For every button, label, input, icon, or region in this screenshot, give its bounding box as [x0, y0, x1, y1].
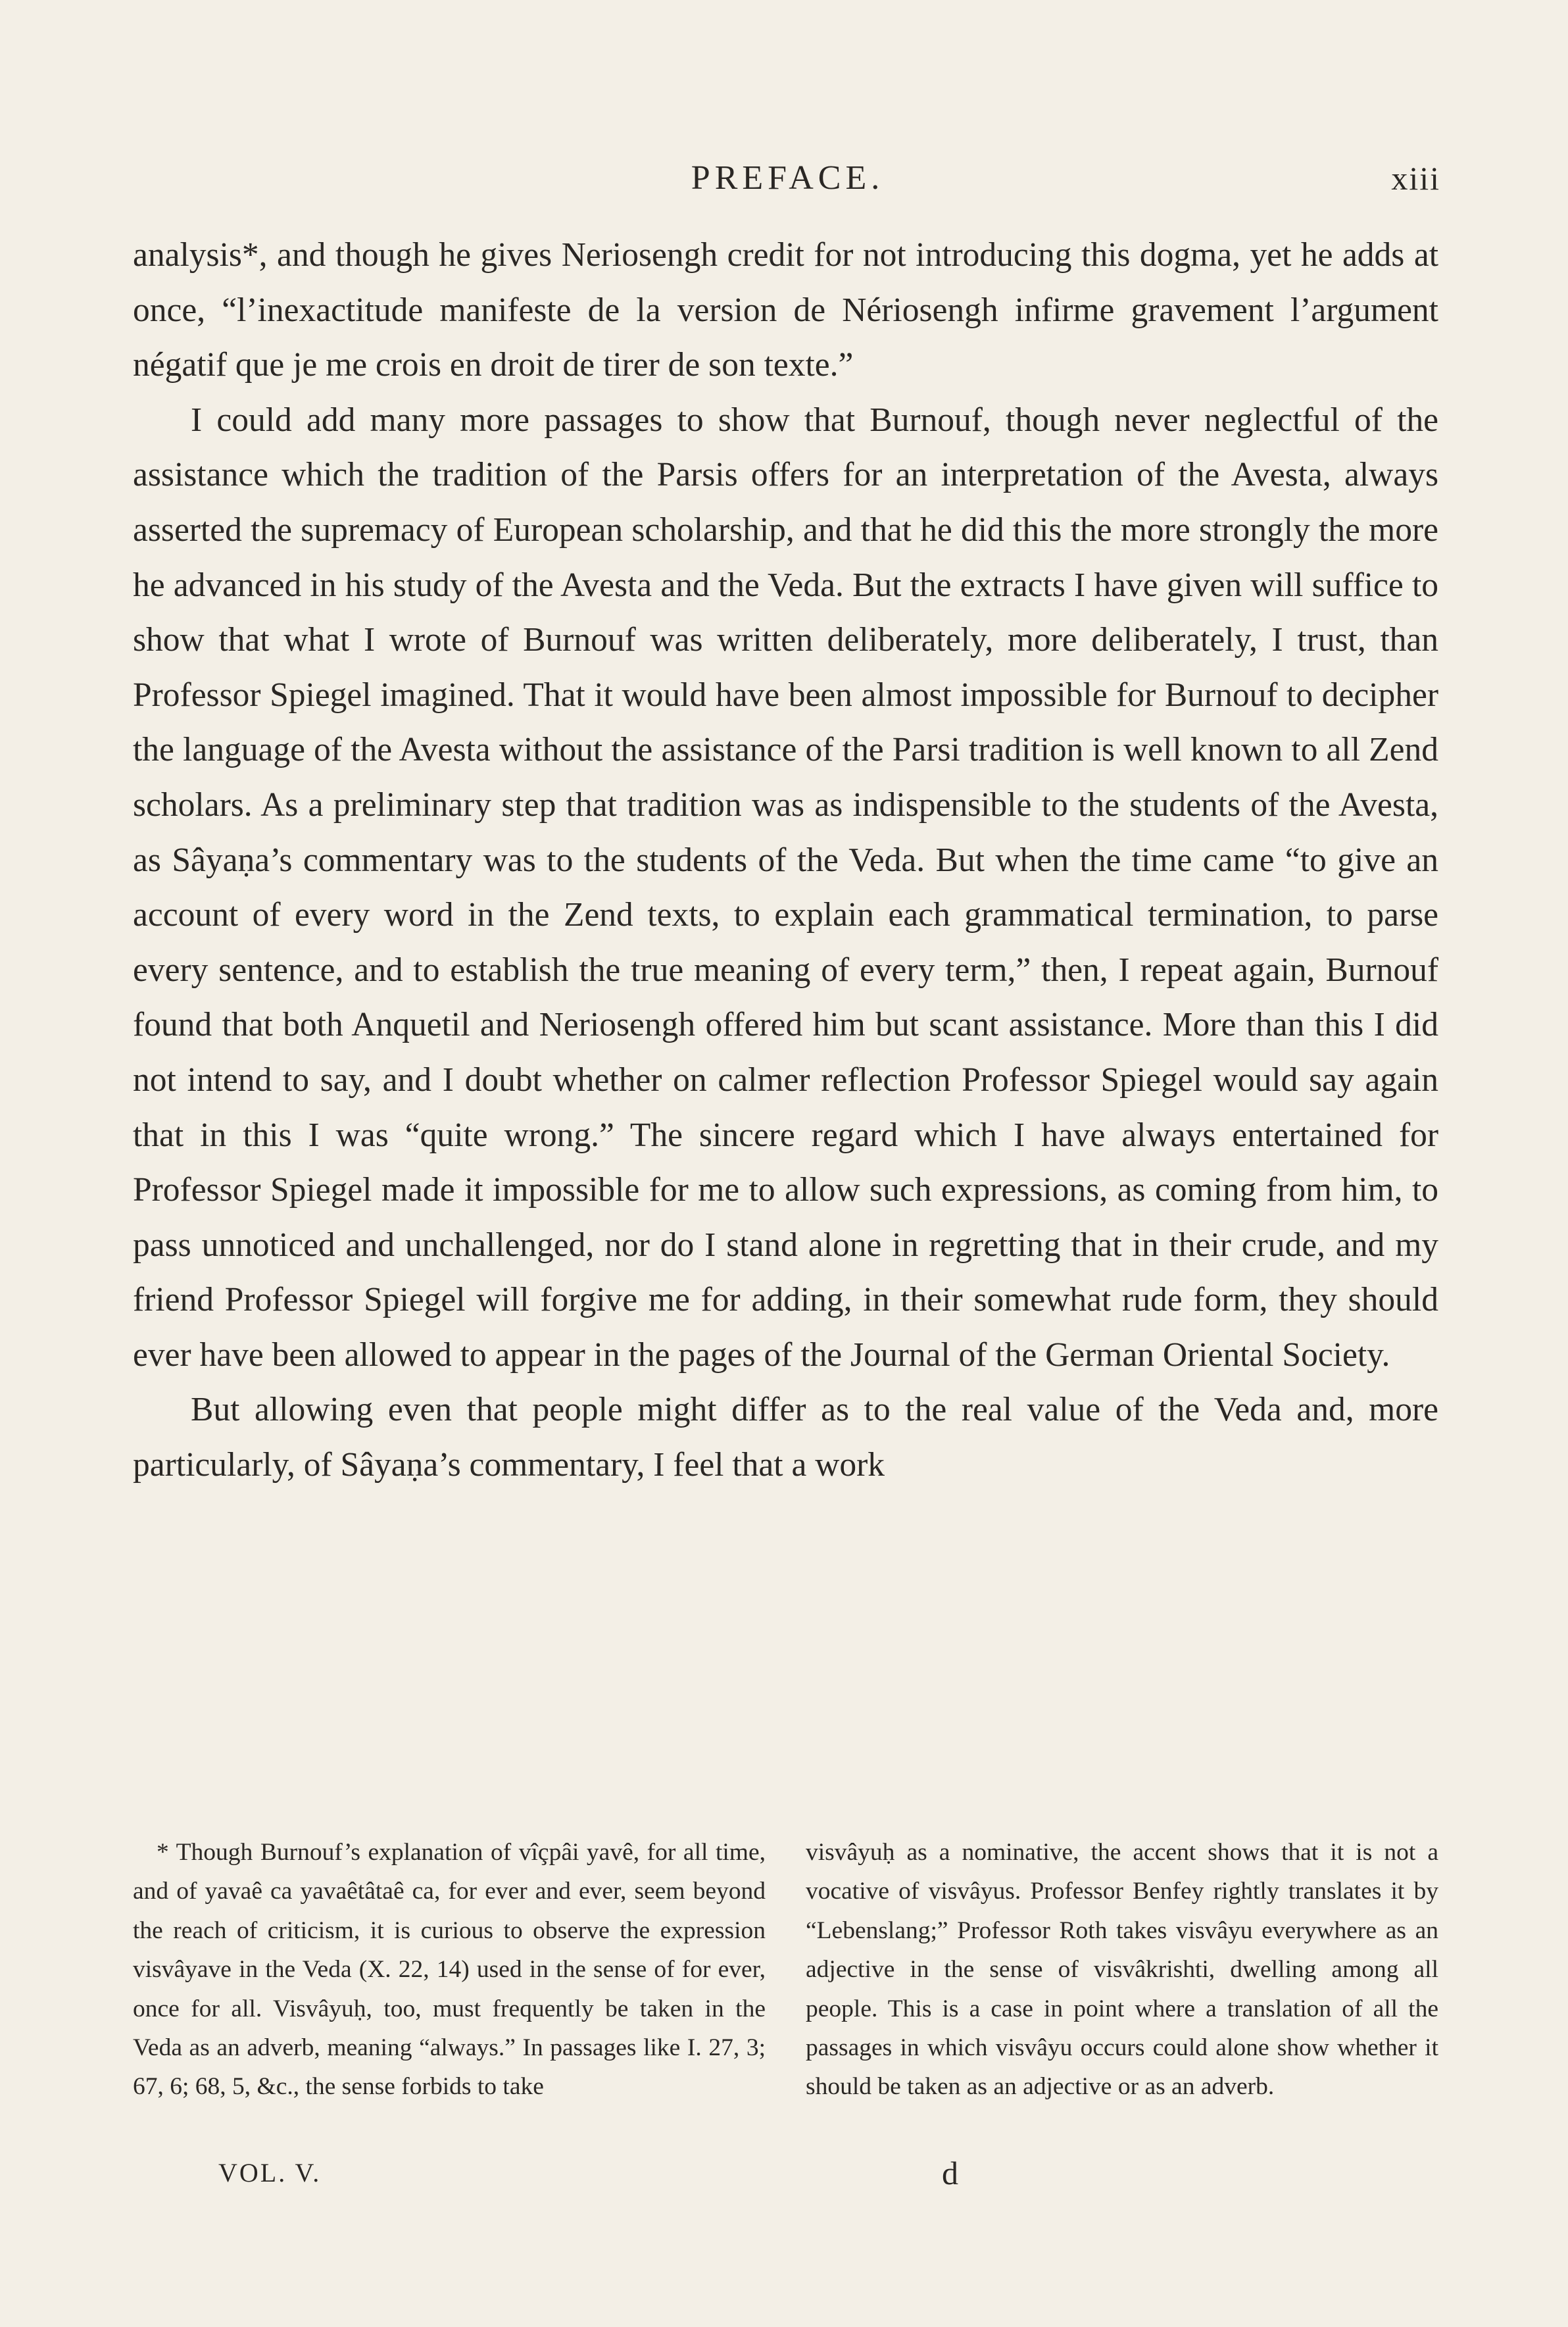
paragraph-sayana: But allowing even that people might differ as to the real value of the Veda and, more particularly, of Sâyaṇa’s commentary, I feel that a work [133, 1391, 1438, 1484]
volume-mark: VOL. V. [218, 2158, 322, 2188]
page-number: xiii [1391, 160, 1440, 197]
footnote-text-left: * Though Burnouf’s explanation of vîçpâi yavê, for all time, and of yavaê ca yavaêtâtaê ca, for ever and ever, seem beyond the reach of criticism, it is curious to observe the expression visvâyave in the Veda (X. 22, 14) used in the sense of for ever, once for all. Visvâyuḥ, too, must frequently be taken in the Veda as an adverb, meaning “always.” In passages like I. 27, 3; 67, 6; 68, 5, &c., the sense forbids to take [133, 1839, 766, 2101]
page-title: PREFACE. [691, 159, 885, 197]
footnote-block [133, 1833, 1438, 2107]
footnote-text-right: visvâyuḥ as a nominative, the accent shows that it is not a vocative of visvâyus. Professor Benfey rightly translates it by “Lebenslang;” Professor Roth takes visvâyu everywhere as an adjective in the sense of visvâkrishti, dwelling among all people. This is a case in point where a translation of all the passages in which visvâyu occurs could alone show whether it should be taken as an adjective or as an adverb. [806, 1839, 1438, 2101]
footnote-right-column [806, 1833, 1438, 2107]
page-footer [133, 2150, 1438, 2196]
paragraph-burnouf: I could add many more passages to show that Burnouf, though never neglectful of the assistance which the tradition of the Parsis offers for an interpretation of the Avesta, always asserted the supremacy of European scholarship, and that he did this the more strongly the more he advanced in his study of the Avesta and the Veda. But the extracts I have given will suffice to show that what I wrote of Burnouf was written deliberately, more deliberately, I trust, than Professor Spiegel imagined. That it would have been almost impossible for Burnouf to decipher the language of the Avesta without the assistance of the Parsi tradition is well known to all Zend scholars. As a preliminary step that tradition was as indispensible to the students of the Avesta, as Sâyaṇa’s commentary was to the students of the Veda. But when the time came “to give an account of every word in the Zend texts, to explain each grammatical termination, to parse every sentence, and to establish the true meaning of every term,” then, I repeat again, Burnouf found that both Anquetil and Neriosengh offered him but scant assistance. More than this I did not intend to say, and I doubt whether on calmer reflection Professor Spiegel would say again that in this I was “quite wrong.” The sincere regard which I have always entertained for Professor Spiegel made it impossible for me to allow such expressions, as coming from him, to pass unnoticed and unchallenged, nor do I stand alone in regretting that in their crude, and my friend Professor Spiegel will forgive me for adding, in their somewhat rude form, they should ever have been allowed to appear in the pages of the Journal of the German Oriental Society. [133, 401, 1438, 1374]
paragraph-continuation: analysis*, and though he gives Neriosengh credit for not introducing this dogma, yet he adds at once, “l’inexactitude manifeste de la version de Nériosengh infirme gravement l’argument négatif que je me crois en droit de tirer de son texte.” [133, 236, 1438, 384]
footnote-left-column [133, 1833, 766, 2107]
running-head [135, 155, 1440, 201]
signature-mark: d [942, 2155, 958, 2191]
main-text [133, 228, 1438, 1493]
